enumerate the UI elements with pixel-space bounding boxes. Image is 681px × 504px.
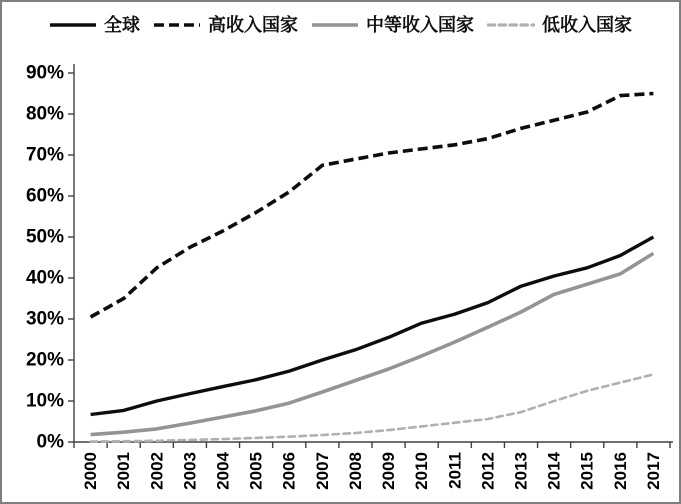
y-axis-label: 30% <box>25 308 64 330</box>
y-axis-label: 70% <box>25 144 64 166</box>
x-axis-label: 2002 <box>147 452 167 490</box>
series-line-3 <box>91 374 654 441</box>
x-axis-label: 2000 <box>81 452 101 490</box>
x-axis-label: 2004 <box>213 452 233 490</box>
legend-line-sample-high-income <box>153 17 201 33</box>
x-axis-label: 2007 <box>312 452 332 490</box>
legend-line-sample-middle-income <box>311 17 359 33</box>
legend-label-world: 全球 <box>104 15 140 35</box>
x-axis-label: 2016 <box>610 452 630 490</box>
x-axis-label: 2001 <box>114 452 134 490</box>
x-axis-label: 2015 <box>577 452 597 490</box>
y-axis-label: 60% <box>25 185 64 207</box>
x-axis-label: 2010 <box>412 452 432 490</box>
legend-line-sample-low-income <box>487 17 535 33</box>
y-axis-label: 90% <box>25 62 64 84</box>
legend-item-world <box>49 16 140 34</box>
x-axis-label: 2013 <box>511 452 531 490</box>
y-axis-label: 80% <box>25 103 64 125</box>
x-axis-label: 2014 <box>544 452 564 490</box>
y-axis-label: 0% <box>36 431 64 453</box>
x-axis-label: 2003 <box>180 452 200 490</box>
legend-label-high-income: 高收入国家 <box>208 15 298 35</box>
x-axis-label: 2005 <box>246 452 266 490</box>
legend-line-sample-world <box>49 17 97 33</box>
y-axis-label: 10% <box>25 390 64 412</box>
legend-item-high-income <box>153 16 298 34</box>
x-axis-label: 2008 <box>345 452 365 490</box>
x-axis-label: 2006 <box>279 452 299 490</box>
x-axis-label: 2011 <box>445 452 465 489</box>
x-axis-label: 2009 <box>379 452 399 490</box>
y-axis-label: 20% <box>25 349 64 371</box>
y-axis-label: 50% <box>25 226 64 248</box>
series-line-1 <box>91 94 654 318</box>
legend-item-low-income <box>487 16 632 34</box>
line-chart-plot-area <box>2 51 679 502</box>
legend-label-middle-income: 中等收入国家 <box>366 15 474 35</box>
legend-label-low-income: 低收入国家 <box>542 15 632 35</box>
y-axis-label: 40% <box>25 267 64 289</box>
chart-legend <box>2 16 679 34</box>
legend-item-middle-income <box>311 16 474 34</box>
x-axis-label: 2017 <box>643 452 663 490</box>
x-axis-label: 2012 <box>478 452 498 490</box>
series-line-0 <box>91 237 654 415</box>
